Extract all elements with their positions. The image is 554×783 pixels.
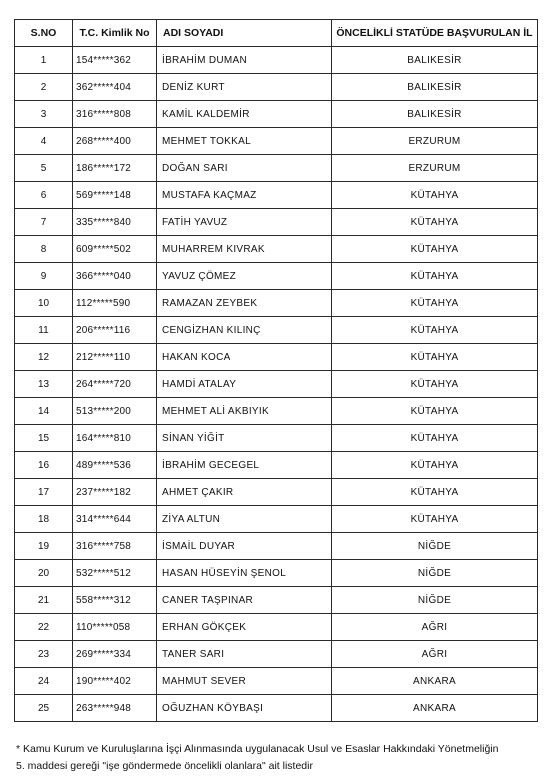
cell-tc-kimlik-no: 362*****404 — [73, 74, 157, 101]
cell-adi-soyadi: TANER SARI — [157, 641, 332, 668]
cell-tc-kimlik-no: 268*****400 — [73, 128, 157, 155]
cell-sno: 10 — [15, 290, 73, 317]
cell-tc-kimlik-no: 558*****312 — [73, 587, 157, 614]
cell-sno: 11 — [15, 317, 73, 344]
cell-sno: 25 — [15, 695, 73, 722]
table-row — [15, 425, 538, 452]
cell-sno: 6 — [15, 182, 73, 209]
cell-basvurulan-il: KÜTAHYA — [332, 371, 538, 398]
cell-tc-kimlik-no: 513*****200 — [73, 398, 157, 425]
cell-basvurulan-il: KÜTAHYA — [332, 317, 538, 344]
cell-adi-soyadi: MEHMET ALİ AKBIYIK — [157, 398, 332, 425]
table-row — [15, 614, 538, 641]
header-basvurulan-il: ÖNCELİKLİ STATÜDE BAŞVURULAN İL — [332, 20, 538, 47]
cell-tc-kimlik-no: 186*****172 — [73, 155, 157, 182]
cell-sno: 3 — [15, 101, 73, 128]
cell-tc-kimlik-no: 112*****590 — [73, 290, 157, 317]
cell-sno: 23 — [15, 641, 73, 668]
cell-adi-soyadi: RAMAZAN ZEYBEK — [157, 290, 332, 317]
table-row — [15, 128, 538, 155]
cell-adi-soyadi: HAMDİ ATALAY — [157, 371, 332, 398]
cell-basvurulan-il: NİĞDE — [332, 533, 538, 560]
cell-adi-soyadi: AHMET ÇAKIR — [157, 479, 332, 506]
cell-basvurulan-il: ERZURUM — [332, 128, 538, 155]
cell-adi-soyadi: İSMAİL DUYAR — [157, 533, 332, 560]
cell-basvurulan-il: KÜTAHYA — [332, 479, 538, 506]
cell-tc-kimlik-no: 316*****808 — [73, 101, 157, 128]
cell-sno: 22 — [15, 614, 73, 641]
cell-tc-kimlik-no: 489*****536 — [73, 452, 157, 479]
cell-tc-kimlik-no: 269*****334 — [73, 641, 157, 668]
cell-sno: 7 — [15, 209, 73, 236]
table-row — [15, 101, 538, 128]
cell-adi-soyadi: MUHARREM KIVRAK — [157, 236, 332, 263]
table-row — [15, 182, 538, 209]
cell-basvurulan-il: BALIKESİR — [332, 74, 538, 101]
table-row — [15, 344, 538, 371]
cell-basvurulan-il: AĞRI — [332, 641, 538, 668]
cell-basvurulan-il: ERZURUM — [332, 155, 538, 182]
cell-sno: 24 — [15, 668, 73, 695]
cell-sno: 12 — [15, 344, 73, 371]
table-row — [15, 641, 538, 668]
cell-sno: 14 — [15, 398, 73, 425]
cell-basvurulan-il: KÜTAHYA — [332, 506, 538, 533]
cell-sno: 13 — [15, 371, 73, 398]
cell-tc-kimlik-no: 569*****148 — [73, 182, 157, 209]
cell-basvurulan-il: KÜTAHYA — [332, 398, 538, 425]
cell-basvurulan-il: KÜTAHYA — [332, 236, 538, 263]
cell-basvurulan-il: NİĞDE — [332, 587, 538, 614]
cell-basvurulan-il: KÜTAHYA — [332, 182, 538, 209]
cell-sno: 18 — [15, 506, 73, 533]
header-adi-soyadi: ADI SOYADI — [157, 20, 332, 47]
table-row — [15, 533, 538, 560]
footnote — [16, 741, 546, 775]
cell-adi-soyadi: MUSTAFA KAÇMAZ — [157, 182, 332, 209]
cell-adi-soyadi: DENİZ KURT — [157, 74, 332, 101]
cell-adi-soyadi: ZİYA ALTUN — [157, 506, 332, 533]
table-row — [15, 560, 538, 587]
cell-tc-kimlik-no: 366*****040 — [73, 263, 157, 290]
table-row — [15, 290, 538, 317]
cell-tc-kimlik-no: 609*****502 — [73, 236, 157, 263]
table-row — [15, 452, 538, 479]
cell-basvurulan-il: KÜTAHYA — [332, 209, 538, 236]
cell-sno: 4 — [15, 128, 73, 155]
table-row — [15, 74, 538, 101]
cell-basvurulan-il: NİĞDE — [332, 560, 538, 587]
header-tc-kimlik-no: T.C. Kimlik No — [73, 20, 157, 47]
cell-adi-soyadi: ERHAN GÖKÇEK — [157, 614, 332, 641]
footnote-line-2: 5. maddesi gereği "işe göndermede öncelikli olanlara" ait listedir — [16, 760, 313, 772]
cell-basvurulan-il: BALIKESİR — [332, 47, 538, 74]
table-row — [15, 209, 538, 236]
table-row — [15, 695, 538, 722]
cell-sno: 1 — [15, 47, 73, 74]
cell-tc-kimlik-no: 212*****110 — [73, 344, 157, 371]
table-row — [15, 263, 538, 290]
cell-tc-kimlik-no: 264*****720 — [73, 371, 157, 398]
cell-tc-kimlik-no: 110*****058 — [73, 614, 157, 641]
cell-adi-soyadi: OĞUZHAN KÖYBAŞI — [157, 695, 332, 722]
cell-adi-soyadi: CANER TAŞPINAR — [157, 587, 332, 614]
cell-adi-soyadi: MEHMET TOKKAL — [157, 128, 332, 155]
cell-sno: 2 — [15, 74, 73, 101]
cell-adi-soyadi: HAKAN KOCA — [157, 344, 332, 371]
applicant-table — [14, 19, 538, 722]
table-body — [15, 47, 538, 722]
cell-adi-soyadi: FATİH YAVUZ — [157, 209, 332, 236]
cell-basvurulan-il: BALIKESİR — [332, 101, 538, 128]
cell-sno: 20 — [15, 560, 73, 587]
cell-tc-kimlik-no: 532*****512 — [73, 560, 157, 587]
cell-tc-kimlik-no: 154*****362 — [73, 47, 157, 74]
cell-tc-kimlik-no: 237*****182 — [73, 479, 157, 506]
cell-tc-kimlik-no: 206*****116 — [73, 317, 157, 344]
cell-sno: 15 — [15, 425, 73, 452]
cell-adi-soyadi: DOĞAN SARI — [157, 155, 332, 182]
cell-sno: 16 — [15, 452, 73, 479]
table-header-row — [15, 20, 538, 47]
table-row — [15, 155, 538, 182]
cell-tc-kimlik-no: 335*****840 — [73, 209, 157, 236]
cell-adi-soyadi: KAMİL KALDEMİR — [157, 101, 332, 128]
cell-sno: 17 — [15, 479, 73, 506]
cell-adi-soyadi: İBRAHİM GECEGEL — [157, 452, 332, 479]
table-row — [15, 479, 538, 506]
table-row — [15, 587, 538, 614]
table-row — [15, 668, 538, 695]
cell-sno: 8 — [15, 236, 73, 263]
table-row — [15, 47, 538, 74]
cell-adi-soyadi: HASAN HÜSEYİN ŞENOL — [157, 560, 332, 587]
cell-sno: 9 — [15, 263, 73, 290]
footnote-line-1: * Kamu Kurum ve Kuruluşlarına İşçi Alınmasında uygulanacak Usul ve Esaslar Hakkındaki Yönetmeliğin — [16, 743, 499, 755]
cell-basvurulan-il: KÜTAHYA — [332, 290, 538, 317]
cell-tc-kimlik-no: 316*****758 — [73, 533, 157, 560]
table-row — [15, 371, 538, 398]
table-row — [15, 506, 538, 533]
cell-basvurulan-il: ANKARA — [332, 695, 538, 722]
table-row — [15, 236, 538, 263]
cell-tc-kimlik-no: 263*****948 — [73, 695, 157, 722]
cell-adi-soyadi: MAHMUT SEVER — [157, 668, 332, 695]
table-row — [15, 398, 538, 425]
cell-sno: 19 — [15, 533, 73, 560]
cell-basvurulan-il: KÜTAHYA — [332, 344, 538, 371]
cell-basvurulan-il: KÜTAHYA — [332, 263, 538, 290]
cell-basvurulan-il: AĞRI — [332, 614, 538, 641]
cell-adi-soyadi: CENGİZHAN KILINÇ — [157, 317, 332, 344]
cell-tc-kimlik-no: 314*****644 — [73, 506, 157, 533]
cell-sno: 21 — [15, 587, 73, 614]
cell-tc-kimlik-no: 164*****810 — [73, 425, 157, 452]
cell-basvurulan-il: KÜTAHYA — [332, 452, 538, 479]
cell-adi-soyadi: YAVUZ ÇÖMEZ — [157, 263, 332, 290]
table-row — [15, 317, 538, 344]
cell-adi-soyadi: İBRAHİM DUMAN — [157, 47, 332, 74]
cell-tc-kimlik-no: 190*****402 — [73, 668, 157, 695]
cell-adi-soyadi: SİNAN YİĞİT — [157, 425, 332, 452]
cell-basvurulan-il: KÜTAHYA — [332, 425, 538, 452]
header-sno: S.NO — [15, 20, 73, 47]
cell-sno: 5 — [15, 155, 73, 182]
cell-basvurulan-il: ANKARA — [332, 668, 538, 695]
